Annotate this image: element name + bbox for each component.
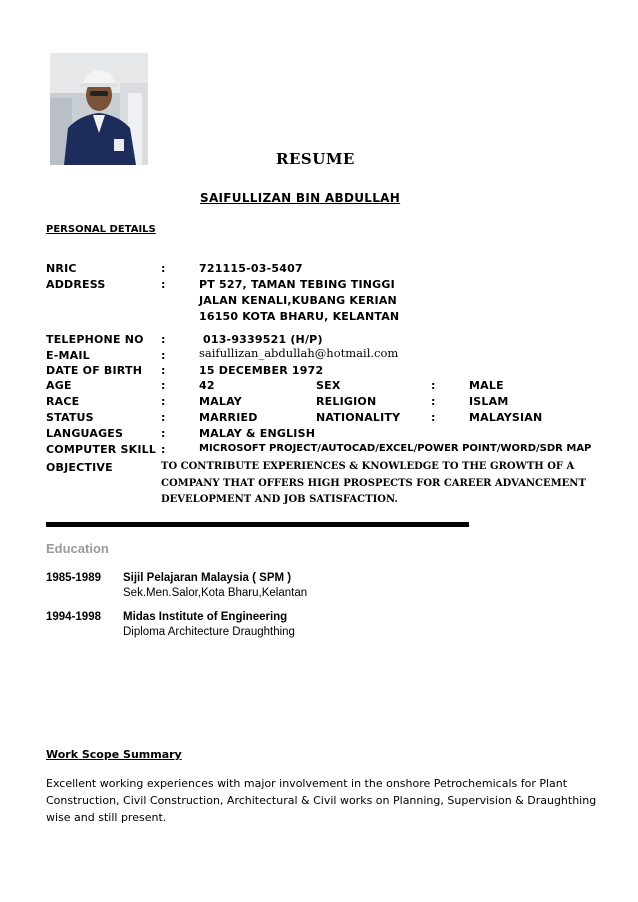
computer-skill-label: COMPUTER SKILL	[46, 443, 157, 456]
languages-value: MALAY & ENGLISH	[199, 427, 316, 440]
separator: :	[161, 379, 166, 392]
separator: :	[161, 411, 166, 424]
religion-label: RELIGION	[316, 395, 377, 408]
objective-label: OBJECTIVE	[46, 461, 113, 474]
dob-value: 15 DECEMBER 1972	[199, 364, 324, 377]
resume-title: RESUME	[276, 150, 355, 168]
education-years: 1994-1998	[46, 611, 101, 623]
computer-skill-value: MICROSOFT PROJECT/AUTOCAD/EXCEL/POWER POINT/WORD/SDR MAP	[199, 443, 592, 454]
education-heading: Education	[46, 541, 109, 556]
age-value: 42	[199, 379, 215, 392]
telephone-label: TELEPHONE NO	[46, 333, 144, 346]
nric-value: 721115-03-5407	[199, 262, 303, 275]
address-line-3: 16150 KOTA BHARU, KELANTAN	[199, 310, 400, 323]
separator: :	[161, 262, 166, 275]
separator: :	[161, 349, 166, 362]
separator: :	[161, 427, 166, 440]
education-title: Midas Institute of Engineering	[123, 611, 288, 623]
nationality-label: NATIONALITY	[316, 411, 401, 424]
address-label: ADDRESS	[46, 278, 106, 291]
nationality-value: MALAYSIAN	[469, 411, 543, 424]
separator: :	[431, 411, 436, 424]
sex-value: MALE	[469, 379, 504, 392]
personal-details-heading: PERSONAL DETAILS	[46, 224, 156, 235]
separator: :	[431, 379, 436, 392]
religion-value: ISLAM	[469, 395, 509, 408]
education-years: 1985-1989	[46, 572, 101, 584]
work-scope-heading: Work Scope Summary	[46, 748, 182, 761]
education-title: Sijil Pelajaran Malaysia ( SPM )	[123, 572, 292, 584]
nric-label: NRIC	[46, 262, 77, 275]
separator: :	[161, 395, 166, 408]
profile-photo	[50, 53, 148, 165]
race-label: RACE	[46, 395, 80, 408]
divider	[46, 522, 469, 527]
work-scope-text: Excellent working experiences with major involvement in the onshore Petrochemicals for Plant Construction, Civil Construction, Architectural & Civil works on Planning, Supervision & Draughthing wise and still present.	[46, 777, 597, 824]
dob-label: DATE OF BIRTH	[46, 364, 143, 377]
telephone-value: 013-9339521 (H/P)	[203, 333, 323, 346]
sex-label: SEX	[316, 379, 341, 392]
email-label: E-MAIL	[46, 349, 90, 362]
education-detail: Diploma Architecture Draughthing	[123, 626, 295, 638]
separator: :	[431, 395, 436, 408]
address-line-2: JALAN KENALI,KUBANG KERIAN	[199, 294, 397, 307]
applicant-name: SAIFULLIZAN BIN ABDULLAH	[200, 191, 401, 205]
separator: :	[161, 443, 166, 456]
race-value: MALAY	[199, 395, 242, 408]
status-label: STATUS	[46, 411, 94, 424]
address-line-1: PT 527, TAMAN TEBING TINGGI	[199, 278, 395, 291]
objective-text: TO CONTRIBUTE EXPERIENCES & KNOWLEDGE TO THE GROWTH OF A COMPANY THAT OFFERS HIGH PROSPECTS FOR CAREER ADVANCEMENT DEVELOPMENT AND JOB SATISFACTION.	[161, 461, 586, 505]
email-value: saifullizan_abdullah@hotmail.com	[199, 346, 399, 360]
education-detail: Sek.Men.Salor,Kota Bharu,Kelantan	[123, 587, 308, 599]
status-value: MARRIED	[199, 411, 258, 424]
separator: :	[161, 364, 166, 377]
languages-label: LANGUAGES	[46, 427, 124, 440]
age-label: AGE	[46, 379, 72, 392]
separator: :	[161, 333, 166, 346]
separator: :	[161, 278, 166, 291]
